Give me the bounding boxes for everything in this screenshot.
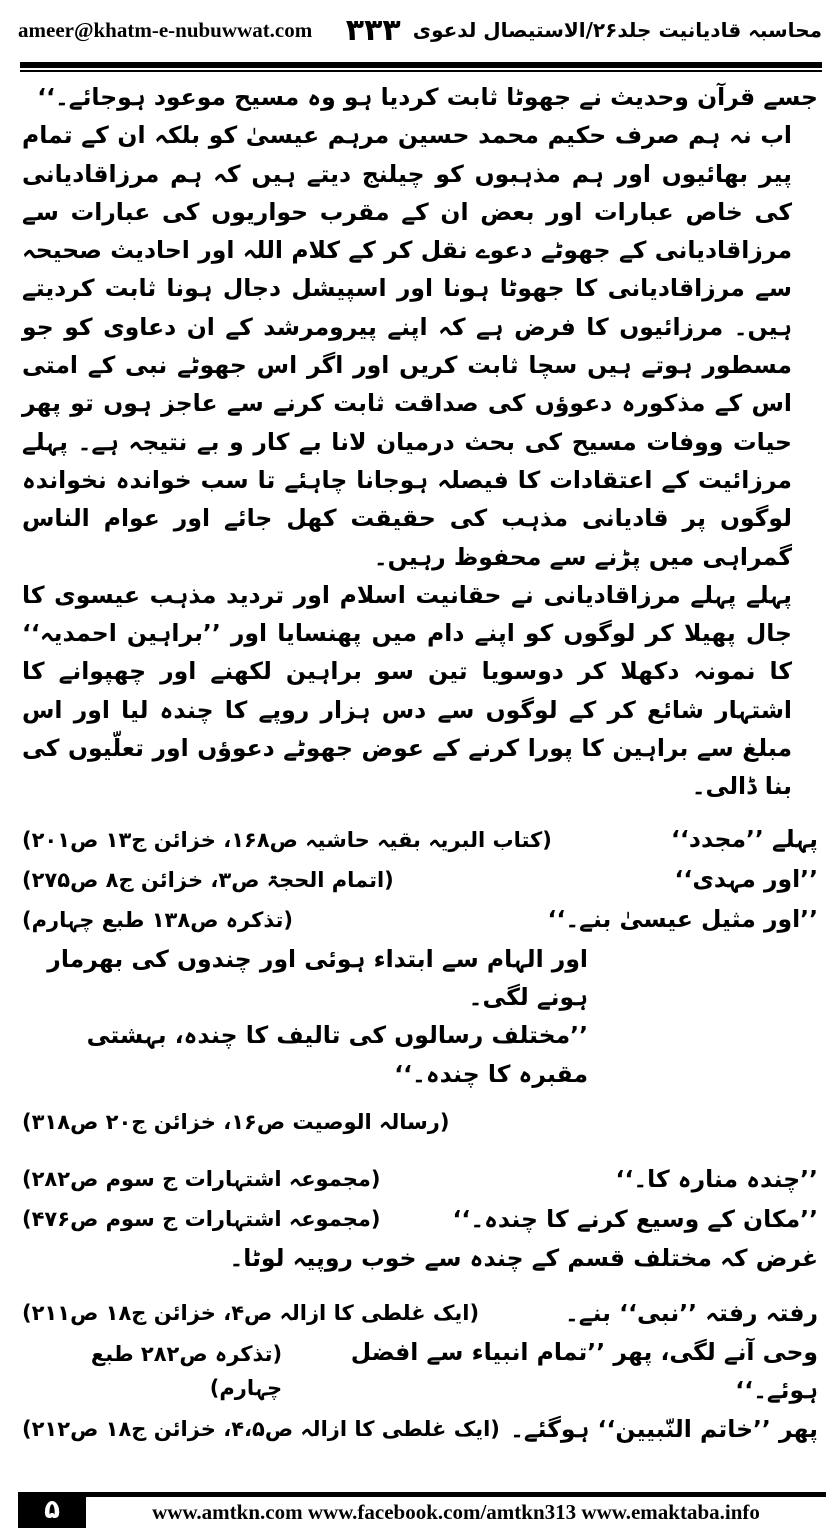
reference: (مجموعہ اشتہارات ج سوم ص۲۸۲) bbox=[22, 1166, 381, 1191]
reference: (ایک غلطی کا ازالہ ص۴، خزائن ج۱۸ ص۲۱۱) bbox=[22, 1300, 480, 1325]
book-title: محاسبہ قادیانیت جلد۲۶/الاستیصال لدعوی bbox=[412, 18, 822, 42]
page-header bbox=[0, 0, 840, 60]
paragraph: اب نہ ہم صرف حکیم محمد حسین مرہم عیسیٰ کو بلکہ ان کے تمام پیر بھائیوں اور ہم مذہبوں کو چیلنج دیتے ہیں کہ ہم مرزاقادیانی کی خاص عبارات اور بعض ان کے مقرب حواریوں کی عبارات سے مرزاقادیانی کے جھوٹے دعوے نقل کر کے کلام اللہ اور احادیث صحیحہ سے مرزاقادیانی کا جھوٹا ہونا اور اسپیشل دجال ہونا ثابت کردیتے ہیں۔ مرزائیوں کا فرض ہے کہ اپنے پیرومرشد کے ان دعاوی کو جو مسطور ہوتے ہیں سچا ثابت کریں اور اگر اس جھوٹے نبی کے امتی اس کے مذکورہ دعوؤں کی صداقت ثابت کرنے سے عاجز ہوں تو پھر حیات ووفات مسیح کی بحث درمیان لانا بے کار و بے نتیجہ ہے۔ پہلے مرزائیت کے اعتقادات کا فیصلہ ہوجانا چاہئے تا سب خواندہ نخواندہ لوگوں پر قادیانی مذہب کی حقیقت کھل جائے اور عوام الناس گمراہی میں پڑنے سے محفوظ رہیں۔ bbox=[22, 121, 792, 571]
final-text: رفتہ رفتہ ’’نبی‘‘ بنے۔ bbox=[565, 1298, 818, 1327]
chanda-text: ’’چندہ منارہ کا۔‘‘ bbox=[615, 1164, 818, 1193]
claim-text: ’’اور مثیل عیسیٰ بنے۔‘‘ bbox=[547, 905, 818, 934]
chanda-row bbox=[22, 1199, 818, 1239]
final-text: پھر ’’خاتم النّبیین‘‘ ہوگئے۔ bbox=[510, 1415, 818, 1444]
final-row bbox=[22, 1409, 818, 1449]
paragraph: جسے قرآن وحدیث نے جھوٹا ثابت کردیا ہو وہ مسیح موعود ہوجائے۔‘‘ bbox=[37, 83, 818, 111]
reference: (تذکرہ ص۲۸۲ طبع چہارم) bbox=[90, 1341, 283, 1401]
final-text: وحی آنے لگی، پھر ’’تمام انبیاء سے افضل ہوئے۔‘‘ bbox=[350, 1337, 818, 1405]
middle-line: ’’مختلف رسالوں کی تالیف کا چندہ، بہشتی مقبرہ کا چندہ۔‘‘ bbox=[86, 1021, 588, 1088]
reference: (مجموعہ اشتہارات ج سوم ص۴۷۶) bbox=[22, 1206, 381, 1231]
final-row bbox=[22, 1333, 818, 1410]
summary-line: غرض کہ مختلف قسم کے چندہ سے خوب روپیہ لوٹا۔ bbox=[229, 1243, 818, 1272]
chanda-text: ’’مکان کے وسیع کرنے کا چندہ۔‘‘ bbox=[452, 1204, 818, 1233]
claim-text: پہلے ’’مجدد‘‘ bbox=[671, 825, 818, 854]
footer-urls: www.amtkn.com www.facebook.com/amtkn313 www.emaktaba.info bbox=[86, 1492, 826, 1528]
reference: (کتاب البریہ بقیہ حاشیہ ص۱۶۸، خزائن ج۱۳ ص۲۰۱) bbox=[22, 827, 552, 852]
claim-row bbox=[22, 820, 818, 860]
page-number: ۳۳۳ bbox=[345, 12, 401, 48]
reference-row bbox=[22, 1105, 818, 1145]
middle-line: اور الہام سے ابتداء ہوئی اور چندوں کی بھرمار ہونے لگی۔ bbox=[47, 944, 588, 1011]
claim-row bbox=[22, 900, 818, 940]
claim-text: ’’اور مہدی‘‘ bbox=[674, 865, 818, 894]
header-rule bbox=[20, 62, 822, 68]
chanda-row bbox=[22, 1159, 818, 1199]
claim-row bbox=[22, 860, 818, 900]
header-title-group bbox=[346, 13, 822, 48]
header-email: ameer@khatm-e-nubuwwat.com bbox=[18, 17, 313, 42]
page-footer bbox=[18, 1492, 826, 1528]
paragraph: پہلے پہلے مرزاقادیانی نے حقانیت اسلام اور تردید مذہب عیسوی کا جال پھیلا کر لوگوں کو اپنے دام میں پھنسایا اور ’’براہین احمدیہ‘‘ کا نمونہ دکھلا کر دوسویا تین سو براہین لکھنے اور چھپوانے کا اشتہار شائع کر کے لوگوں سے دس ہزار روپے کا چندہ لیا اور اس مبلغ سے براہین کا پورا کرنے کے عوض جھوٹے دعوؤں اور تعلّیوں کی بنا ڈالی۔ bbox=[22, 580, 792, 801]
reference: (اتمام الحجۃ ص۳، خزائن ج۸ ص۲۷۵) bbox=[22, 867, 394, 892]
page-body bbox=[22, 78, 818, 1449]
reference: (تذکرہ ص۱۳۸ طبع چہارم) bbox=[22, 907, 293, 932]
footer-page-number: ۵ bbox=[18, 1492, 86, 1528]
final-row bbox=[22, 1293, 818, 1333]
header-rule-thin bbox=[20, 70, 822, 72]
reference: (رسالہ الوصیت ص۱۶، خزائن ج۲۰ ص۳۱۸) bbox=[22, 1109, 450, 1134]
reference: (ایک غلطی کا ازالہ ص۴،۵، خزائن ج۱۸ ص۲۱۲) bbox=[22, 1417, 500, 1442]
